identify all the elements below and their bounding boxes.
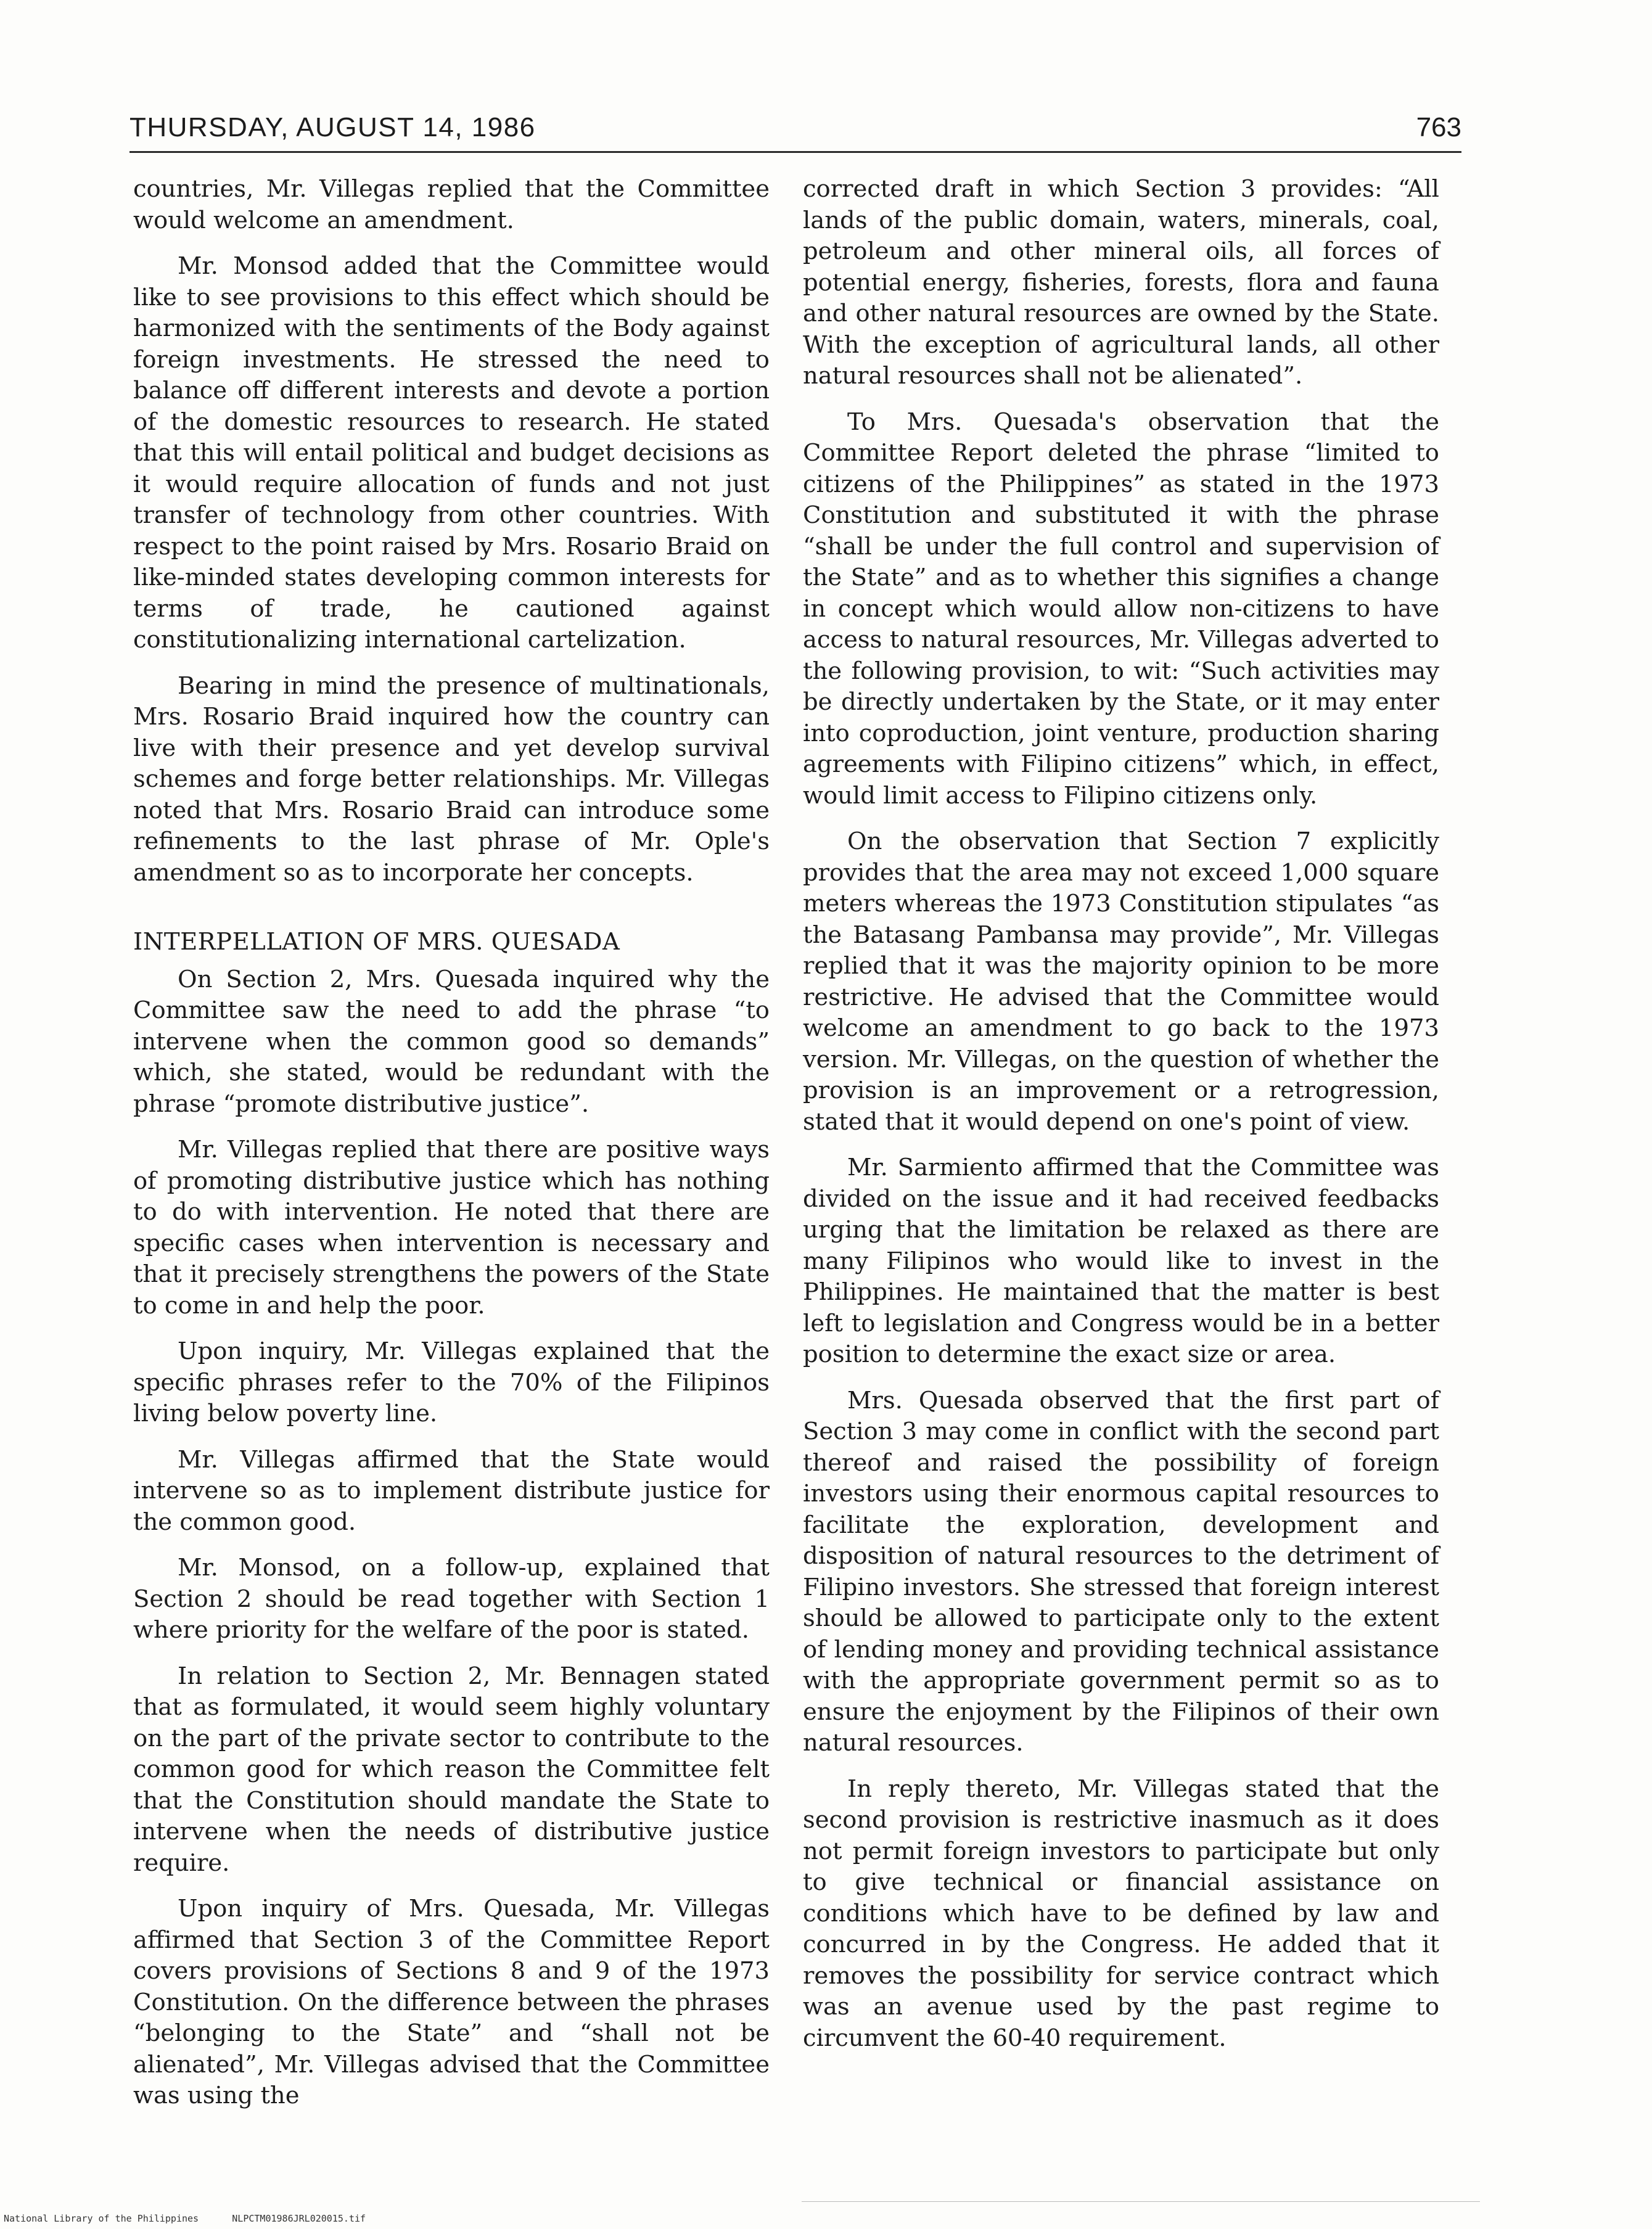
scan-footer [4, 2213, 366, 2224]
file-id: NLPCTM01986JRL020015.tif [232, 2213, 366, 2224]
paragraph: corrected draft in which Section 3 provides: “All lands of the public domain, waters, minerals, coal, petroleum and other mineral oils, all forces of potential energy, fisheries, forests, flora and fauna and other natural resources are owned by the State. With the exception of agricultural lands, all other natural resources shall not be alienated”. [803, 175, 1439, 390]
paragraph: Mr. Monsod, on a follow-up, explained that Section 2 should be read together with Section 1 where priority for the welfare of the poor is stated. [133, 1554, 770, 1644]
paragraph: On Section 2, Mrs. Quesada inquired why the Committee saw the need to add the phrase “to intervene when the common good so demands” which, she stated, would be redundant with the phrase “promote distributive justice”. [133, 965, 770, 1118]
paragraph: In reply thereto, Mr. Villegas stated that the second provision is restrictive inasmuch as it does not permit foreign investors to participate but only to give technical or financial assistance on conditions which have to be defined by law and concurred in by the Congress. He added that it removes the possibility for service contract which was an avenue used by the past regime to circumvent the 60-40 requirement. [803, 1775, 1439, 2052]
right-column [803, 174, 1439, 2069]
paragraph: To Mrs. Quesada's observation that the Committee Report deleted the phrase “limited to citizens of the Philippines” as stated in the 1973 Constitution and substituted it with the phrase “shall be under the full control and supervision of the State” and as to whether this signifies a change in concept which would allow non-citizens to have access to natural resources, Mr. Villegas adverted to the following provision, to wit: “Such activities may be directly undertaken by the State, or it may enter into coproduction, joint venture, production sharing agreements with Filipino citizens” which, in effect, would limit access to Filipino citizens only. [803, 408, 1439, 810]
paragraph: In relation to Section 2, Mr. Bennagen stated that as formulated, it would seem highly voluntary on the part of the private sector to contribute to the common good for which reason the Committee felt that the Constitution should mandate the State to intervene when the needs of distributive justice require. [133, 1662, 770, 1877]
header-rule [129, 151, 1461, 153]
page-number: 763 [1416, 112, 1461, 142]
left-column [133, 174, 770, 2127]
library-name: National Library of the Philippines [4, 2213, 199, 2224]
paragraph: Mrs. Quesada observed that the first part of Section 3 may come in conflict with the second part thereof and raised the possibility of foreign investors using their enormous capital resources to facilitate the exploration, development and disposition of natural resources to the detriment of Filipino investors. She stressed that foreign interest should be allowed to participate only to the extent of lending money and providing technical assistance with the appropriate government permit so as to ensure the enjoyment by the Filipinos of their own natural resources. [803, 1386, 1439, 1757]
header-date: THURSDAY, AUGUST 14, 1986 [129, 112, 536, 142]
paragraph: Mr. Villegas affirmed that the State would intervene so as to implement distribute justice for the common good. [133, 1445, 770, 1536]
footer-rule [802, 2201, 1480, 2202]
paragraph: Upon inquiry of Mrs. Quesada, Mr. Villegas affirmed that Section 3 of the Committee Report covers provisions of Sections 8 and 9 of the 1973 Constitution. On the difference between the phrases “belonging to the State” and “shall not be alienated”, Mr. Villegas advised that the Committee was using the [133, 1895, 770, 2109]
paragraph: Mr. Monsod added that the Committee would like to see provisions to this effect which should be harmonized with the sentiments of the Body against foreign investments. He stressed the need to balance off different interests and devote a portion of the domestic resources to research. He stated that this will entail political and budget decisions as it would require allocation of funds and not just transfer of technology from other countries. With respect to the point raised by Mrs. Rosario Braid on like-minded states developing common interests for terms of trade, he cautioned against constitutionalizing international cartelization. [133, 252, 770, 654]
paragraph: Bearing in mind the presence of multinationals, Mrs. Rosario Braid inquired how the country can live with their presence and yet develop survival schemes and forge better relationships. Mr. Villegas noted that Mrs. Rosario Braid can introduce some refinements to the last phrase of Mr. Ople's amendment so as to incorporate her concepts. [133, 671, 770, 887]
paragraph: On the observation that Section 7 explicitly provides that the area may not exceed 1,000 square meters whereas the 1973 Constitution stipulates “as the Batasang Pambansa may provide”, Mr. Villegas replied that it was the majority opinion to be more restrictive. He advised that the Committee would welcome an amendment to go back to the 1973 version. Mr. Villegas, on the question of whether the provision is an improvement or a retrogression, stated that it would depend on one's point of view. [803, 827, 1439, 1136]
paragraph: Upon inquiry, Mr. Villegas explained that the specific phrases refer to the 70% of the Filipinos living below poverty line. [133, 1337, 770, 1427]
paragraph: countries, Mr. Villegas replied that the Committee would welcome an amendment. [133, 175, 770, 234]
page-header [129, 104, 1461, 153]
paragraph: Mr. Villegas replied that there are positive ways of promoting distributive justice which has nothing to do with intervention. He noted that there are specific cases when intervention is necessary and that it precisely strengthens the powers of the State to come in and help the poor. [133, 1136, 770, 1320]
section-heading: INTERPELLATION OF MRS. QUESADA [133, 928, 620, 956]
paragraph: Mr. Sarmiento affirmed that the Committee was divided on the issue and it had received feedbacks urging that the limitation be relaxed as there are many Filipinos who would like to invest in the Philippines. He maintained that the matter is best left to legislation and Congress would be in a better position to determine the exact size or area. [803, 1154, 1439, 1368]
